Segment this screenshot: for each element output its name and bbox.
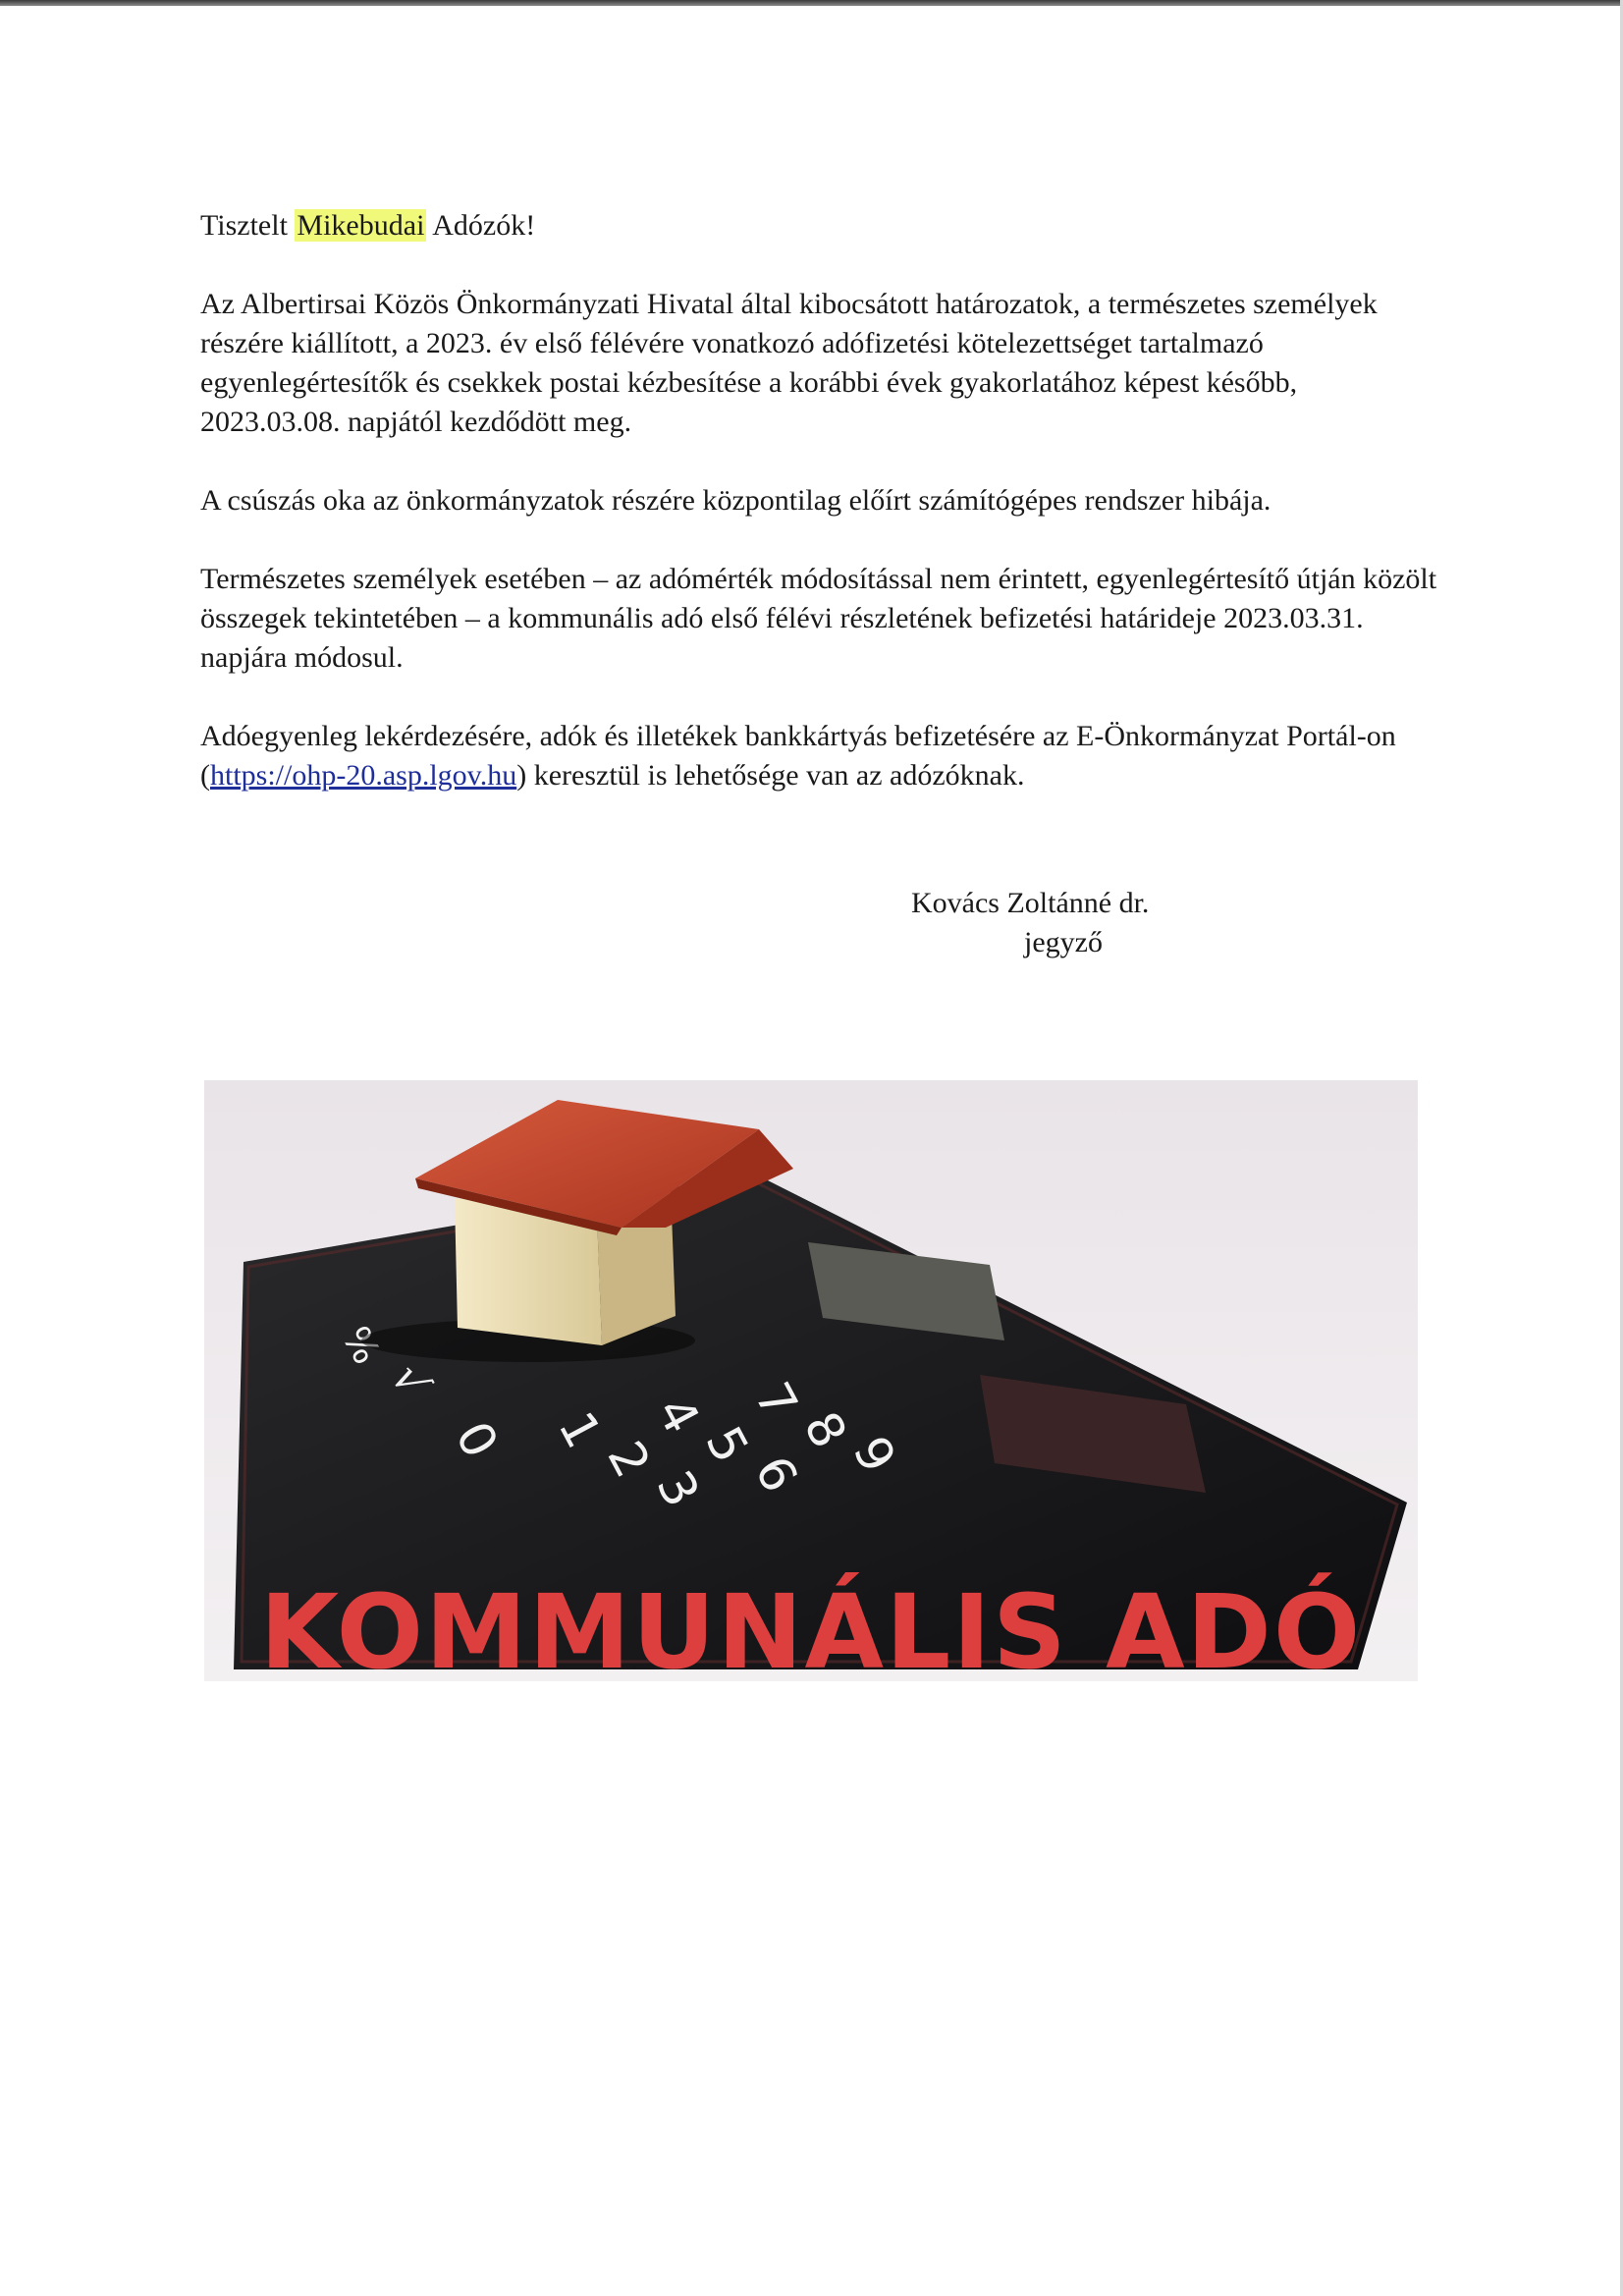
key-4: 4 (645, 1388, 711, 1443)
key-0: 0 (444, 1412, 510, 1467)
key-sqrt: √ (381, 1356, 439, 1404)
key-percent: % (334, 1319, 389, 1372)
portal-text-before: Adóegyenleg lekérdezésére, adók és illetékek bankkártyás befizetésére az E-Önkormányzat Portál-on ( (200, 720, 1396, 792)
letter-body (200, 206, 1437, 835)
greeting-before: Tisztelt (200, 209, 296, 242)
key-7: 7 (743, 1373, 809, 1428)
signature-block (911, 884, 1304, 962)
greeting (200, 206, 1437, 246)
greeting-after: Adózók! (426, 209, 536, 242)
paragraph-deadline: Természetes személyek esetében – az adómérték módosítással nem érintett, egyenlegértesítő útján közölt összegek tekintetében – a kommunális adó első félévi részletének befizetési határideje 2023.03.31. napjára módosul. (200, 563, 1437, 674)
paragraph-reason: A csúszás oka az önkormányzatok részére központilag előírt számítógépes rendszer hibája. (200, 484, 1271, 517)
key-8: 8 (792, 1402, 858, 1457)
kommunalis-ado-photo (204, 1080, 1418, 1681)
scan-edge-top (0, 0, 1623, 6)
photo-caption: KOMMUNÁLIS ADÓ (259, 1572, 1363, 1681)
key-6: 6 (743, 1447, 809, 1502)
key-1: 1 (547, 1402, 613, 1457)
portal-link[interactable]: https://ohp-20.asp.lgov.hu (210, 759, 517, 792)
paragraph-portal (200, 717, 1437, 795)
paragraph-delivery: Az Albertirsai Közös Önkormányzati Hivatal által kibocsátott határozatok, a természetes személyek részére kiállított, a 2023. év első félévére vonatkozó adófizetési kötelezettséget tartalmazó egyenlegértesítők és csekkek postai kézbesítése a korábbi évek gyakorlatához képest később, 2023.03.08. napjától kezdődött meg. (200, 288, 1378, 438)
signature-name: Kovács Zoltánné dr. (911, 887, 1150, 919)
key-9: 9 (841, 1427, 907, 1482)
key-5: 5 (694, 1417, 760, 1472)
key-2: 2 (596, 1432, 662, 1487)
signature-title: jegyző (1024, 926, 1103, 958)
greeting-highlight: Mikebudai (297, 209, 425, 242)
portal-text-after: ) keresztül is lehetősége van az adózóknak. (516, 759, 1025, 792)
key-3: 3 (645, 1461, 711, 1516)
